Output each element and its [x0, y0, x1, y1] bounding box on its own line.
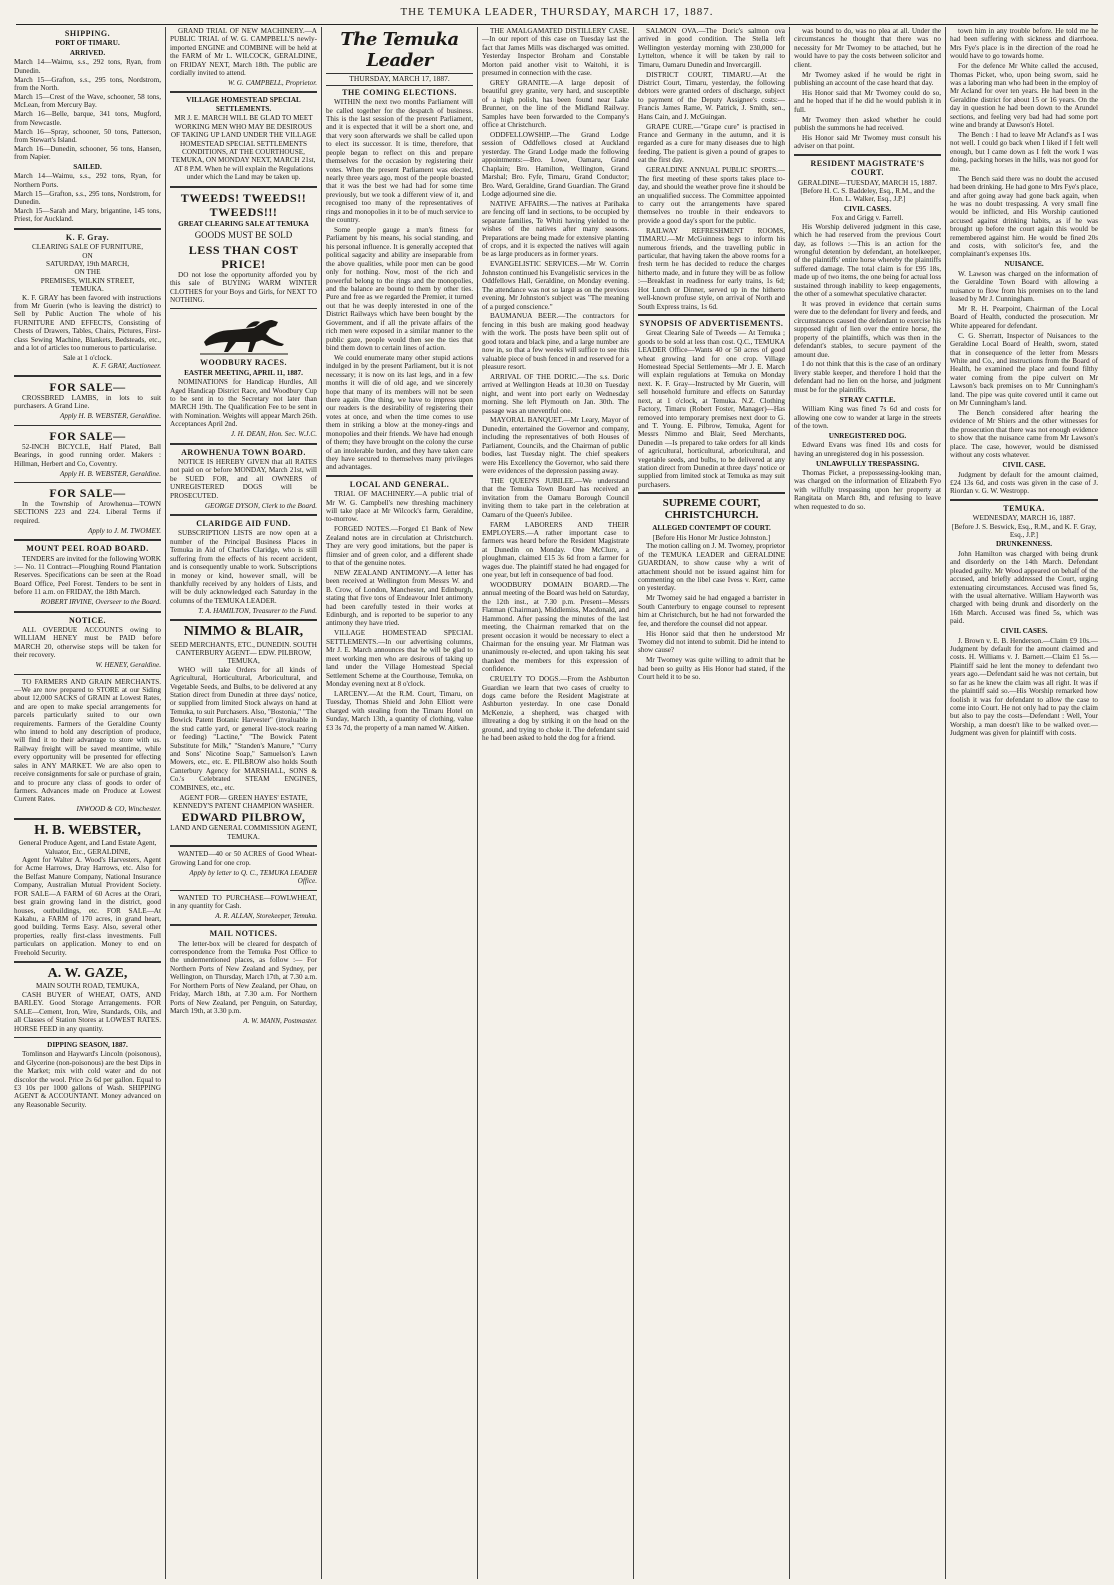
- sale1-head: FOR SALE—: [49, 379, 126, 394]
- claridge-title: CLARIDGE AID FUND.: [196, 519, 291, 529]
- column-4: [478, 27, 634, 1579]
- divider: [170, 91, 317, 93]
- claridge-ad: [170, 519, 317, 615]
- gray-head: K. F. Gray.: [65, 232, 110, 242]
- news-paragraph: DISTRICT COURT, TIMARU.—At the District Court, Timaru, yesterday, the following debtors were granted orders of discharge, subject to payment of the Deputy Assignee's costs:—Francis James Rame, W. Patrick, J. Smith, sen., Hans Cain, and J. McGuingan.: [638, 70, 785, 121]
- temuka-before: [Before J. S. Beswick, Esq., R.M., and K. F. Gray, Esq., J.P.]: [951, 522, 1097, 539]
- claridge-body: SUBSCRIPTION LISTS are now open at a number of the Principal Business Places in Temuka in Aid of Charles Claridge, who is still suffering from the effects of his recent accident, and is consequently unable to work. Subscriptions in money or kind, however small, will be thankfully received by any holders of Lists, and will be duly acknowledged each Saturday in the columns of the TEMUKA LEADER.: [170, 529, 317, 605]
- gray-body: K. F. GRAY has been favored with instructions from Mr Guerin (who is leaving the district) to Sell by Public Auction The whole of his FURNITURE AND EFFECTS, Consisting of Chests of Drawers, Tables, Chairs, Pictures, First-class Sewing Machine, Blankets, Bedsteads, etc., and a lot of articles too numerous to particularise.: [14, 293, 161, 353]
- divider: [14, 375, 161, 377]
- synopsis-title: SYNOPSIS OF ADVERTISEMENTS.: [639, 318, 784, 328]
- wanted2-body: WANTED TO PURCHASE—FOWLWHEAT, in any quantity for Cash.: [170, 893, 317, 910]
- sailed-item: March 15—Sarah and Mary, brigantine, 145 tons, Priest, for Auckland.: [14, 206, 161, 224]
- shipping-section: [14, 29, 161, 224]
- arrival-item: March 15—Grafton, s.s., 295 tons, Nordstrom, from the North.: [14, 75, 161, 92]
- woodbury-title: WOODBURY RACES.: [200, 358, 287, 368]
- rm-before: [Before H. C. S. Baddeley, Esq., R.M., and the Hon. L. Walker, Esq., J.P.]: [800, 187, 935, 204]
- column-1: [10, 27, 166, 1579]
- gray-ad: [14, 233, 161, 371]
- farmers-ad: [14, 678, 161, 814]
- woodbury-sign: J. H. DEAN, Hon. Sec. W.J.C.: [230, 430, 317, 439]
- sailed-item: March 15—Grafton, s.s., 295 tons, Nordstrom, for Dunedin.: [14, 189, 161, 206]
- hbw-body: Agent for Walter A. Wood's Harvesters, Agent for Acme Harrows, Dray Harrows, etc. Also for the Belfast Manure Company, National Insurance Company, Australian Mutual Provident Society. FOR SALE—A FARM of 60 Acres at the Orari, best grain growing land in the district, good houses, outbuildings, etc. FOR SALE—At Kakahu, a FARM of 170 acres, in grand heart, good building. Terms Easy. Also, several other properties, really first-class investments. Full particulars on application. Money to end on Freehold Security.: [14, 855, 161, 957]
- divider: [170, 845, 317, 847]
- supreme-court-title: SUPREME COURT, CHRISTCHURCH.: [662, 497, 761, 522]
- woodbury-body: NOMINATIONS for Handicap Hurdles, All Aged Handicap District Race, and Woodbury Cup to be sent in to the Secretary not later than MARCH 19th. The Qualification Fee to be sent in with Nomination. Weights will appear March 26th. Acceptances April 2nd.: [170, 378, 317, 429]
- divider: [170, 924, 317, 926]
- local-paragraph: LARCENY.—At the R.M. Court, Timaru, on Tuesday, Thomas Shield and John Elliott were charged with stealing from the Timaru Hotel on Sunday, March 13th, a quantity of clothing, value £3 3s 7d, the property of a man named W. Aitken.: [326, 689, 473, 732]
- easter-title: EASTER MEETING, APRIL 11, 1887.: [184, 368, 303, 377]
- divider: [14, 611, 161, 613]
- nuisance-paragraph: C. G. Sherratt, Inspector of Nuisances to the Geraldine Local Board of Health, sworn, stated that in consequence of the letter from Messrs White and Co., and instructions from the Board of Health, he examined the place and found filthy water coming from the pipe culvert on Mr Lawson's back premises on to Mr Cunningham's land. The pipe was quite covered until it came out on Mr Cunningham's land.: [950, 331, 1098, 408]
- divider: [14, 228, 161, 230]
- news-paragraph: was bound to do, was no plea at all. Under the circumstances he thought that there was no necessity for Mr Twomey to be attached, but he would have to pay the costs between solicitor and client.: [794, 27, 941, 69]
- civil-paragraph: His Worship delivered judgment in this case, which he had reserved from the previous Court day, as follows :—This is an action for the wrongful detention by defendant, an hotelkeeper, of the plaintiffs' entire horse whereby the plaintiffs suffered damage. The total claim is for £95 18s, made up of two items, the one being for actual loss sustained through inability to keep engagements, the other of a somewhat speculative character.: [794, 222, 941, 299]
- news-paragraph: GRAPE CURE.—"Grape cure" is practised in France and Germany in the autumn, and it is regarded as a cure for many diseases due to high feeding. The patient is given a pound of grapes to eat the first day.: [638, 122, 785, 165]
- contempt-paragraph: Mr Twomey said he had engaged a barrister in South Canterbury to engage counsel to represent him at Christchurch, but he had not forwarded the fee, and therefore the counsel did not appear.: [638, 594, 785, 628]
- elections-paragraph: We could enumerate many other stupid actions indulged in by the present Parliament, but it is not necessary; it is now on its last legs, and in a few months it will die of old age, and we sincerely hope that many of its members will not be seen there again. One thing, we have to impress upon our readers is the desirability of registering their votes at once, and when the time comes to use them in striking a blow at the money-rings and monopolies and their friends. We have had enough of them; they have brought on the colony the curse of an intolerable burden, and they have taken care they have secured to themselves many privileges and advantages.: [326, 353, 473, 472]
- arrival-item: March 16—Dunedin, schooner, 56 tons, Hansen, from Napier.: [14, 144, 161, 162]
- temuka-title: TEMUKA.: [1003, 503, 1045, 513]
- mail-body: The letter-box will be cleared for despatch of correspondence from the Temuka Post Office to the undermentioned places, as follow :— For Northern Ports of New Zealand and Sydney, per Wellington, on Thursday, March 17th, at 7.30 a.m. For Northern Ports of New Zealand, per Ohau, on Friday, March 18th, at 7.30 a.m. For Northern Ports of New Zealand, per Penguin, on Saturday, March 19th, at 3.30 p.m.: [170, 939, 317, 1015]
- divider: [170, 443, 317, 445]
- divider: [638, 314, 785, 316]
- contempt-paragraph: His Honor said that then he understood Mr Twomey did not intend to submit. Did he intend to show cause?: [638, 629, 785, 655]
- local-paragraph: TRIAL OF MACHINERY.—A public trial of Mr W. G. Campbell's new threshing machinery will take place at Mr Wilcock's farm, Geraldine, to-morrow.: [326, 490, 473, 524]
- rm-title: RESIDENT MAGISTRATE'S COURT.: [810, 158, 925, 178]
- column-3: [322, 27, 478, 1579]
- page-masthead: [16, 6, 1098, 25]
- news-paragraph: GREY GRANITE.—A large deposit of beautiful grey granite, very hard, and susceptible of a high polish, has been found near Lake Brunner, on the line of the Midland Railway. Samples have been forwarded to the Company's office at Christchurch.: [482, 79, 629, 130]
- divider: [170, 890, 317, 891]
- contempt-paragraph: Mr Twomey was quite willing to admit that he had been so guilty as His Honor had stated, if the Court held it to be so.: [638, 656, 785, 682]
- dip-body: Tomlinson and Hayward's Lincoln (poisonous), and Glycerine (non-poisonous) are the best Dips in the Market; mix with cold water and do not discolor the wool. Price 2s 6d per gallon. Equal to £3 10s per 1000 gallons of Wash. SHIPPING AGENT & ACCOUNTANT. Money advanced on any Reasonable Security.: [14, 1050, 161, 1109]
- contempt-title: ALLEGED CONTEMPT OF COURT.: [652, 524, 771, 533]
- pilbrow-head: EDWARD PILBROW,: [181, 810, 306, 825]
- divider: [170, 619, 317, 621]
- wanted1-ad: [170, 850, 317, 885]
- arrival-item: March 16—Belle, barque, 341 tons, Mugford, from Newcastle.: [14, 110, 161, 127]
- claridge-sign: T. A. HAMILTON, Treasurer to the Fund.: [198, 606, 317, 615]
- notice-body: ALL OVERDUE ACCOUNTS owing to WILLIAM HENEY must be PAID before MARCH 20, otherwise steps will be taken for their recovery.: [14, 625, 161, 660]
- dip-ad: [14, 1041, 161, 1109]
- gray-sub-line: ON: [82, 251, 93, 260]
- masthead-text: THE TEMUKA LEADER, THURSDAY, MARCH 17, 1887.: [400, 6, 714, 18]
- woodbury-ad: [170, 312, 317, 438]
- hbw-sub: General Produce Agent, and Land Estate Agent, Valuator, Etc., GERALDINE,: [18, 839, 157, 856]
- arrived-title: ARRIVED.: [69, 48, 106, 57]
- temuka-date: WEDNESDAY, MARCH 16, 1887.: [972, 514, 1076, 523]
- column-6: [790, 27, 946, 1579]
- gaze-sub: MAIN SOUTH ROAD, TEMUKA,: [35, 982, 140, 991]
- trial-ad: [170, 27, 317, 87]
- pilbrow-sub: LAND AND GENERAL COMMISSION AGENT, TEMUKA.: [170, 824, 317, 841]
- dip-title: DIPPING SEASON, 1887.: [47, 1040, 128, 1049]
- news-paragraph: ARRIVAL OF THE DORIC.—The s.s. Doric arrived at Wellington Heads at 10.30 on Tuesday night, and went into port early on Wednesday morning. She left Plymouth on Jan. 30th. The passage was an uneventful one.: [482, 372, 629, 415]
- trespass-body: Thomas Picket, a prepossessing-looking man, was charged on the information of Elizabeth Fyo with wilfully trespassing upon her property at Rangitata on March 8th, and refusing to leave when requested to do so.: [794, 469, 941, 511]
- farmers-body: TO FARMERS AND GRAIN MERCHANTS.—We are now prepared to STORE at our Siding about 12,000 SACKS of GRAIN at Lowest Rates, and are open to make special arrangements for parcels particularly suited to our own requirements. Farmers of the Geraldine County who intend to hold any description of produce, will find it to their advantage to store with us. Railway freight will be saved meantime, while every opportunity will be presented for effecting sales in ANY MARKET. We are also open to receive consignments for sale or purchase of grain, and to procure any class of goods to order of farmers. Advances made on Produce at Lowest Current Rates.: [14, 677, 161, 804]
- hbw-head: H. B. WEBSTER,: [34, 822, 141, 838]
- news-paragraph: The Bench : I had to leave Mr Acland's as I was not well. I could go back when I liked if I felt well enough, but I came down as I felt the work I was doing, packing horses in the hills, was not good for me.: [950, 131, 1098, 173]
- gray-sub-line: CLEARING SALE OF FURNITURE,: [31, 243, 143, 252]
- divider: [14, 961, 161, 963]
- nimmo-agent: AGENT FOR— GREEN HAYES' ESTATE, KENNEDY'S PATENT CHAMPION WASHER.: [173, 793, 314, 811]
- sale3-body: In the Township of Arowhenua—TOWN SECTIONS 223 and 224. Liberal Terms if required.: [14, 499, 161, 525]
- news-paragraph: CRUELTY TO DOGS.—From the Ashburton Guardian we learn that two cases of cruelty to dogs came before the Resident Magistrate at Ashburton yesterday. In one case Donald McKenzie, a shepherd, was charged with illtreating a dog by striking it on the head on the ground, and trying to choke it. The defendant said he had been asked to hold the dog for a friend.: [482, 675, 629, 743]
- shipping-title: SHIPPING.: [64, 29, 111, 38]
- unreg-body: Edward Evans was fined 10s and costs for having an unregistered dog in his possession.: [794, 441, 941, 458]
- sale3-apply: Apply to J. M. TWOMEY.: [87, 526, 161, 535]
- contempt-sub: [Before His Honor Mr Justice Johnston.]: [652, 533, 771, 542]
- gray-sub-line: SATURDAY, 19th MARCH,: [45, 259, 130, 268]
- divider: [14, 818, 161, 820]
- local-paragraph: FORGED NOTES.—Forged £1 Bank of New Zealand notes are in circulation at Christchurch. They are very good imitations, but the paper is flimsier and of green color, and a different shade to that of the genuine notes.: [326, 525, 473, 568]
- sale1-apply: Apply H. B. WEBSTER, Geraldine.: [59, 412, 161, 421]
- news-paragraph: RAILWAY REFRESHMENT ROOMS, TIMARU.—Mr McGuinness begs to inform his numerous friends, and the travelling public in particular, that having taken the above rooms for a fresh term he has decided to reduce the charges hitherto made, and in future they will be as follow :—Breakfast in readiness for early trains, 1s 6d; Hot Lunch or Dinner, served up in the hitherto well-known profuse style, on arrival of North and South Express trains, 1s 6d.: [638, 226, 785, 311]
- divider: [326, 475, 473, 477]
- news-paragraph: EVANGELISTIC SERVICES.—Mr W. Corrin Johnston continued his Evangelistic services in the Oddfellows Hall, Geraldine, on Monday evening. The attendance was not so large as on the previous evening. Mr Johnston's subject was "The meaning of a purged conscience.": [482, 260, 629, 311]
- sale2-body: 52-INCH BICYCLE, Half Plated, Ball Bearings, in good running order. Makers : Hillman, Herbert and Co, Coventry.: [14, 442, 161, 468]
- port-title: PORT OF TIMARU.: [55, 39, 120, 48]
- divider: [950, 499, 1098, 501]
- news-paragraph: GERALDINE ANNUAL PUBLIC SPORTS.—The first meeting of these sports takes place to-day, and should the weather prove fine it should be an unqualified success. The Committee appointed to carry out the arrangements have spared themselves no trouble in their endeavors to provide a good day's sport for the public.: [638, 166, 785, 225]
- sale3-ad: [14, 486, 161, 535]
- sale2-head: FOR SALE—: [49, 428, 126, 443]
- elections-paragraph: Some people gauge a man's fitness for Parliament by his means, his social standing, and his personal influence. It is generally accepted that political sagacity and ability are inseparable from the above qualities, while poor men can be good only for nothing. Now, most of the rich and powerful belong to the rings and the monopolies, and the balance are bound to them by other ties. Pure and free as we regarded the Premier, it turned out that he was deeply interested in one of the District Railways which have been bought by the Government, and if all the private affairs of the rich men were exposed in a similar manner to the public gaze, people would then see the ties that bind them down to certain lines of action.: [326, 226, 473, 352]
- news-paragraph: town him in any trouble before. He told me he had been suffering with sickness and diarrhoea. Mrs Fye's place is in the direction of the road he would have to go towards home.: [950, 27, 1098, 61]
- arrival-item: March 16—Spray, schooner, 50 tons, Patterson, from Stewart's Island.: [14, 127, 161, 144]
- news-paragraph: Mr Twomey then asked whether he could publish the summons he had received.: [794, 115, 941, 133]
- issue-date: THURSDAY, MARCH 17, 1887.: [326, 73, 473, 86]
- nuisance-title: NUISANCE.: [1004, 260, 1044, 269]
- sailed-item: March 14—Waimu, s.s., 292 tons, Ryan, for Northern Ports.: [14, 172, 161, 189]
- notice-title: NOTICE.: [68, 615, 107, 625]
- nuisance-paragraph: Mr R. H. Pearpoint, Chairman of the Local Board of Health, conducted the prosecution. Mr White appeared for defendant.: [950, 305, 1098, 330]
- arrival-item: March 14—Waimu, s.s., 292 tons, Ryan, from Dunedin.: [14, 58, 161, 75]
- columns: [10, 27, 1106, 1579]
- divider: [638, 492, 785, 494]
- arrival-item: March 15—Crest of the Wave, schooner, 58 tons, McLean, from Mercury Bay.: [14, 92, 161, 110]
- peel-body: TENDERS are invited for the following WORK :— No. 11 Contract—Ploughing Round Plantation Reserves. Specifications can be seen at the Road Board Office, Peel Forest. Tenders to be sent in before 11 a.m. on FRIDAY, the 18th March.: [14, 554, 161, 597]
- nameplate: The Temuka Leader: [340, 29, 459, 72]
- gray-sub-line: ON THE: [74, 268, 101, 277]
- nimmo-ad: [170, 624, 317, 841]
- divider: [14, 1037, 161, 1038]
- racehorse-icon: [196, 312, 292, 356]
- trespass-title: UNLAWFULLY TRESPASSING.: [815, 459, 920, 468]
- sale3-head: FOR SALE—: [49, 485, 126, 500]
- homestead-title: VILLAGE HOMESTEAD SPECIAL SETTLEMENTS.: [186, 96, 301, 113]
- civil-paragraph: It was proved in evidence that certain sums were due to the defendant for livery and feeds, and circumstances caused the defendant to exercise his supposed right of lien over the entire horse, the property of the plaintiffs, which was then in the defendant's stables, to secure payment of the amount due.: [794, 300, 941, 359]
- gray-sub-line: PREMISES, WILKIN STREET,: [40, 276, 135, 285]
- aro-sign: GEORGE DYSON, Clerk to the Board.: [204, 501, 317, 510]
- wanted2-sign: A. R. ALLAN, Storekeeper, Temuka.: [215, 911, 317, 920]
- unreg-title: UNREGISTERED DOG.: [828, 431, 907, 440]
- gaze-ad: [14, 966, 161, 1033]
- wanted1-body: WANTED—40 or 50 ACRES of Good Wheat-Growing Land for one crop.: [170, 850, 317, 867]
- clearing-body: DO not lose the opportunity afforded you by this sale of BUYING WARM WINTER CLOTHES for your Boys and Girls, for NEXT TO NOTHING.: [170, 270, 317, 304]
- notice-ad: [14, 616, 161, 670]
- news-paragraph: His Honor said that Mr Twomey could do so, and he hoped that if he did he would publish it in full.: [794, 88, 941, 114]
- stray-body: William King was fined 7s 6d and costs for allowing one cow to wander at large in the streets of the town.: [794, 405, 941, 430]
- civil-case: Fox and Grigg v. Farrell.: [831, 214, 904, 223]
- mail-sign: A. W. MANN, Postmaster.: [243, 1016, 317, 1025]
- civil-paragraph: I do not think that this is the case of an ordinary livery stable keeper, and therefore I hold that the defendant had no lien on the horse, and judgment must be for the plaintiffs.: [794, 360, 941, 394]
- news-paragraph: NATIVE AFFAIRS.—The natives at Parihaka are fencing off land in sections, to be occupied by separate families, Te Whiti having yielded to the wishes of the natives after many seasons. Preparations are being made for extensive planting of crops, and it is expected the natives will again be as large producers as in former years.: [482, 199, 629, 259]
- civil3-body: J. Brown v. E. B. Henderson.—Claim £9 10s.—Judgment by default for the amount claimed and costs. H. Williams v. J. Barnett.—Claim £1 5s.—Plaintiff said he lent the money to defendant two years ago.—Defendant said he was not certain, but so far as he knew the claim was all right. It was if the plaintiff said so.—His Worship remarked how foolish it was for defendant to allow the case to come into Court. He not only had to pay the claim but also to pay the costs—Defendant : Well, Your Worship, a man doesn't like to be walked over.—Judgment was given for plaintiff with costs.: [950, 636, 1098, 738]
- elections-title: THE COMING ELECTIONS.: [342, 87, 457, 97]
- nuisance-paragraph: W. Lawson was charged on the information of the Geraldine Town Board with allowing a nuisance to flow from his premises on to the land leased by Mr J. Cunningham.: [950, 269, 1098, 304]
- wanted1-apply: Apply by letter to Q. C., TEMUKA LEADER Office.: [189, 868, 317, 886]
- divider: [170, 308, 317, 309]
- sailed-title: SAILED.: [73, 162, 102, 171]
- peel-ad: [14, 544, 161, 606]
- sale2-apply: Apply H. B. WEBSTER, Geraldine.: [59, 469, 161, 478]
- local-title: LOCAL AND GENERAL.: [349, 479, 450, 489]
- gray-sign: K. F. GRAY, Auctioneer.: [92, 362, 161, 371]
- news-paragraph: THE QUEEN'S JUBILEE.—We understand that the Temuka Town Board has received an invitation from the Oamaru Borough Council inviting them to take part in the celebration at Oamaru of the Queen's Jubilee.: [482, 476, 629, 519]
- news-paragraph: ODDFELLOWSHIP.—The Grand Lodge session of Oddfellows closed at Auckland yesterday. The Grand Lodge made the following appointments:—Bro. Lowe, Oamaru, Grand Chaplain; Bro. Hamilton, Wellington, Grand Marshal; Bro. Fyfe, Timaru, Grand Conductor; Bro. Ward, Geraldine, Grand Guardian. The Grand Lodge adjourned sine die.: [482, 131, 629, 199]
- gaze-body: CASH BUYER of WHEAT, OATS, AND BARLEY. Good Storage Arrangements. FOR SALE—Cement, Iron, Wire, Standards, Oils, and all Classes of Station Stores at LOWEST RATES. HORSE FEED in any quantity.: [14, 990, 161, 1033]
- wanted2-ad: [170, 894, 317, 921]
- column-7: [946, 27, 1102, 1579]
- hbw-ad: [14, 823, 161, 957]
- stray-title: STRAY CATTLE.: [839, 395, 896, 404]
- tweeds-ad: [170, 191, 317, 305]
- mail-title: MAIL NOTICES.: [209, 929, 278, 939]
- civil-title: CIVIL CASES.: [843, 204, 892, 213]
- gray-sub-line: TEMUKA.: [71, 285, 104, 294]
- news-paragraph: THE AMALGAMATED DISTILLERY CASE.—In our report of this case on Tuesday last the fact that James Mills was discharged was omitted. Yesterday Inspector Broham and Constable Morton paid another visit to Waitohi, it is presumed in connection with the case.: [482, 27, 629, 78]
- news-paragraph: The Bench said there was no doubt the accused had been drinking. He had gone to Mrs Fye's place, and after going away had gone back again, when he was no doubt trespassing. A very small fine would be inflicted, and His Worship cautioned accused against drinking habits, as if he was brought up before the court again this would be remembered against him. He would be fined 20s and costs, with solicitor's fee, and the complainant's expenses 10s.: [950, 174, 1099, 259]
- civil2-body: Judgment by default for the amount claimed, £24 13s 6d, and costs was given in the case of J. Riordan v. G. W. Westropp.: [950, 470, 1098, 496]
- divider: [14, 674, 161, 675]
- column-2: [166, 27, 322, 1579]
- rm-date: GERALDINE—TUESDAY, MARCH 15, 1887.: [798, 178, 937, 187]
- farmers-sign: INWOOD & CO, Winchester.: [76, 805, 161, 814]
- trial-sign: W. G. CAMPBELL, Proprietor.: [227, 79, 317, 88]
- divider: [14, 539, 161, 541]
- news-paragraph: FARM LABORERS AND THEIR EMPLOYERS.—A rather important case to farmers was heard before the Resident Magistrate at Dunedin on Monday. One McClure, a ploughman, claimed £15 3s 6d from a farmer for wages due. The plaintiff stated he had engaged for one year, but left in consequence of bad food.: [482, 520, 629, 580]
- local-paragraph: VILLAGE HOMESTEAD SPECIAL SETTLEMENTS.—In our advertising columns, Mr J. E. March announces that he will be glad to meet working men who are desirous of taking up land under the Village Homestead Special Settlement Scheme at the Courthouse, Temuka, on Monday evening next at 8 o'clock.: [326, 629, 473, 688]
- clearing-mid: GOODS MUST BE SOLD: [194, 230, 293, 241]
- notice-sign: W. HENEY, Geraldine.: [95, 661, 161, 670]
- news-paragraph: Mr Twomey asked if he would be right in publishing an account of the case heard that day.: [794, 70, 941, 88]
- civil2-title: CIVIL CASE.: [1002, 461, 1046, 470]
- nuisance-paragraph: The Bench considered after hearing the evidence of Mr Shiers and the other witnesses for the prosecution that there was not enough evidence to show that the nuisance came from Mr Lawson's place. The case, however, would be dismissed without any costs whatever.: [950, 409, 1098, 460]
- news-paragraph: For the defence Mr White called the accused, Thomas Picket, who, upon being sworn, said he was a laboring man who had been in the employ of Mr Acland for over ten years. He had been in the Geraldine district for about 15 or 16 years. On the day in question he had been down to the Arundel sections, and feeling very bad had had some port wine and brandy at Dawson's Hotel.: [950, 62, 1098, 130]
- divider: [170, 514, 317, 516]
- aro-ad: [170, 448, 317, 510]
- nimmo-sub: SEED MERCHANTS, ETC., DUNEDIN. SOUTH CANTERBURY AGENT— EDW. PILBROW, TEMUKA,: [170, 640, 317, 666]
- contempt-paragraph: The motion calling on J. M. Twomey, proprietor of the TEMUKA LEADER and GERALDINE GUARDIAN, to show cause why a writ of attachment should not be issued against him for commenting on the libel case Ivess v. Kerr, came on yesterday.: [638, 542, 785, 593]
- nimmo-body: WHO will take Orders for all kinds of Agricultural, Horticultural, Arboricultural, and Vegetable Seeds, and Bulbs, to be delivered at any Station direct from Dunedin at three days' notice, or supplied from limited Stock always on hand at Temuka, to suit Purchasers. Also, "Bostonia," "The Bowick Patent Botanic Harvester" (invaluable in the stud cattle yard, or general live-stock rearing or feeding) "Lactine," "The Bowick Patent Substitute for Milk," "Standen's Manure," "Curry and Sons' Nicotine Soap," Samuelson's Lawn Mowers, etc., etc. E. PILBROW also holds South Canterbury Agency for MARSHALL, SONS & Co.'s Celebrated STEAM ENGINES, COMBINES, etc., etc.: [170, 665, 317, 792]
- aro-body: NOTICE IS HEREBY GIVEN that all RATES not paid on or before MONDAY, March 21st, will be SUED FOR, and all OWNERS of UNREGISTERED DOGS will be PROSECUTED.: [170, 458, 317, 500]
- elections-paragraph: WITHIN the next two months Parliament will be called together for the despatch of business. This is the last session of the present Parliament, and it is expected that it will be a short one, and that very soon afterwards we shall be called upon to elect its successor. It is time, therefore, that people began to reflect on this and prepare themselves for the occasion by registering their votes. When the present Parliament was elected, nearly three years ago, most of the people boasted that it was the best we had had for some time previously, but we took a different view of it, and recognised too many of the representatives of rings and monopolies in it to be of much service to the country.: [326, 98, 473, 225]
- tweeds-title: TWEEDS! TWEEDS!! TWEEDS!!!: [180, 190, 307, 219]
- clearing-price: LESS THAN COST PRICE!: [188, 242, 299, 271]
- civil3-title: CIVIL CASES.: [1000, 627, 1048, 636]
- homestead-body: MR J. E. MARCH WILL BE GLAD TO MEET WORKING MEN WHO MAY BE DESIROUS OF TAKING UP LAND UNDER THE VILLAGE HOMESTEAD SPECIAL SETTLEMENTS CONDITIONS, AT THE COURTHOUSE, TEMUKA, ON MONDAY NEXT, MARCH 21st, AT 8 P.M. When he will explain the Regulations under which the Land may be taken up.: [170, 114, 317, 182]
- synopsis-body: Great Clearing Sale of Tweeds — At Temuka ; goods to be sold at less than cost. Q.C., TEMUKA LEADER Office—Wants 40 or 50 acres of good wheat growing land for one crop. Village Homestead Special Settlements—Mr J. E. March will explain regulations at Temuka on Monday next. K. F. Gray—Instructed by Mr Guerin, will sell household furniture and effects on Saturday next, at 1 o'clock, at Temuka. N.Z. Clothing Factory, Timaru (Robert Foster, Manager)—Has removed into temporary premises next door to G. and T. Young. E. Pilbrow, Temuka, Agent for Messrs Nimmo and Blair, Seed Merchants, Dunedin —Is prepared to take orders for all kinds of agricultural, horticultural, arboricultural, and vegetable seeds, and bulbs, to be delivered at any station direct from Dunedin at three days' notice or supplied from limited stock at Temuka as may suit purchasers.: [638, 329, 785, 489]
- drunk-title: DRUNKENNESS.: [995, 540, 1053, 549]
- trial-body: GRAND TRIAL OF NEW MACHINERY.—A PUBLIC TRIAL of W. G. CAMPBELL'S newly-imported ENGINE and COMBINE will be held at the FARM of Mr L. WILCOCK, GERALDINE, on FRIDAY NEXT, March 18th. The public are cordially invited to attend.: [170, 27, 317, 78]
- news-paragraph: MAYORAL BANQUET.—Mr Leary, Mayor of Dunedin, entertained the Governor and company, including the representatives of both Houses of Parliament, Councils, and the Chairman of public bodies, last Tuesday night. The chief speakers were His Excellency the Governor, who said there were evidences of the depression passing away.: [482, 416, 629, 476]
- divider: [14, 482, 161, 483]
- nimmo-head: NIMMO & BLAIR,: [183, 624, 304, 640]
- sale2-ad: [14, 429, 161, 478]
- peel-sign: ROBERT IRVINE, Overseer to the Board.: [40, 598, 161, 607]
- gray-time: Sale at 1 o'clock.: [63, 354, 112, 363]
- local-paragraph: NEW ZEALAND ANTIMONY.—A letter has been received at Wellington from Messrs W. and B. Crow, of London, Manchester, and Edinburgh, stating that five tons of Endeavour Inlet antimony had been carefully tested in their works at Edinburgh, and is reported to be superior to any antimony they have tried.: [326, 568, 473, 628]
- news-paragraph: His Honor said Mr Twomey must consult his adviser on that point.: [794, 134, 941, 151]
- gaze-head: A. W. GAZE,: [47, 966, 128, 982]
- aro-title: AROWHENUA TOWN BOARD.: [181, 447, 306, 457]
- sale1-body: CROSSBRED LAMBS, in lots to suit purchasers. A Grand Line.: [14, 393, 161, 411]
- homestead-ad: [170, 96, 317, 181]
- mail-ad: [170, 929, 317, 1025]
- drunk-body: John Hamilton was charged with being drunk and disorderly on the 14th March. Defendant pleaded guilty. Mr Wood appeared on behalf of the accused, and briefly addressed the Court, urging extenuating circumstances. Accused was fined 5s, with the usual alternative. William Hayworth was charged with being drunk and disorderly on the 16th March. Accused was fined 5s, which was paid.: [950, 549, 1098, 626]
- clearing-title: GREAT CLEARING SALE AT TEMUKA: [178, 219, 309, 228]
- sale1-ad: [14, 380, 161, 421]
- divider: [794, 154, 941, 156]
- peel-title: MOUNT PEEL ROAD BOARD.: [26, 544, 149, 554]
- divider: [14, 425, 161, 426]
- news-paragraph: WOODBURY DOMAIN BOARD.—The annual meeting of the Board was held on Saturday, the 12th inst., at 7.30 p.m. Present—Messrs Flatman (Chairman), Middlemiss, Macdonald, and Hammond. After passing the minutes of the last meeting, the Chairman remarked that on the present occasion it would be necessary to elect a Chairman for the ensuing year. Mr Flatman was unanimously re-elected, and upon taking his seat thanked the members for this expression of confidence.: [482, 581, 629, 674]
- news-paragraph: SALMON OVA.—The Doric's salmon ova arrived in good condition. The Stella left Wellington yesterday morning with 230,000 for Lyttelton, whence it will be taken by rail to Timaru, Oamaru Dunedin and Invercargill.: [638, 27, 785, 69]
- column-5: [634, 27, 790, 1579]
- divider: [170, 186, 317, 188]
- news-paragraph: BAUMANUA BEER.—The contractors for fencing in this bush are making good headway with the work. The posts have been split out of good totara and black pine, and a large number are now in, so that a few weeks will suffice to see this valuable piece of bush fenced in and reserved for a pleasure resort.: [482, 312, 629, 371]
